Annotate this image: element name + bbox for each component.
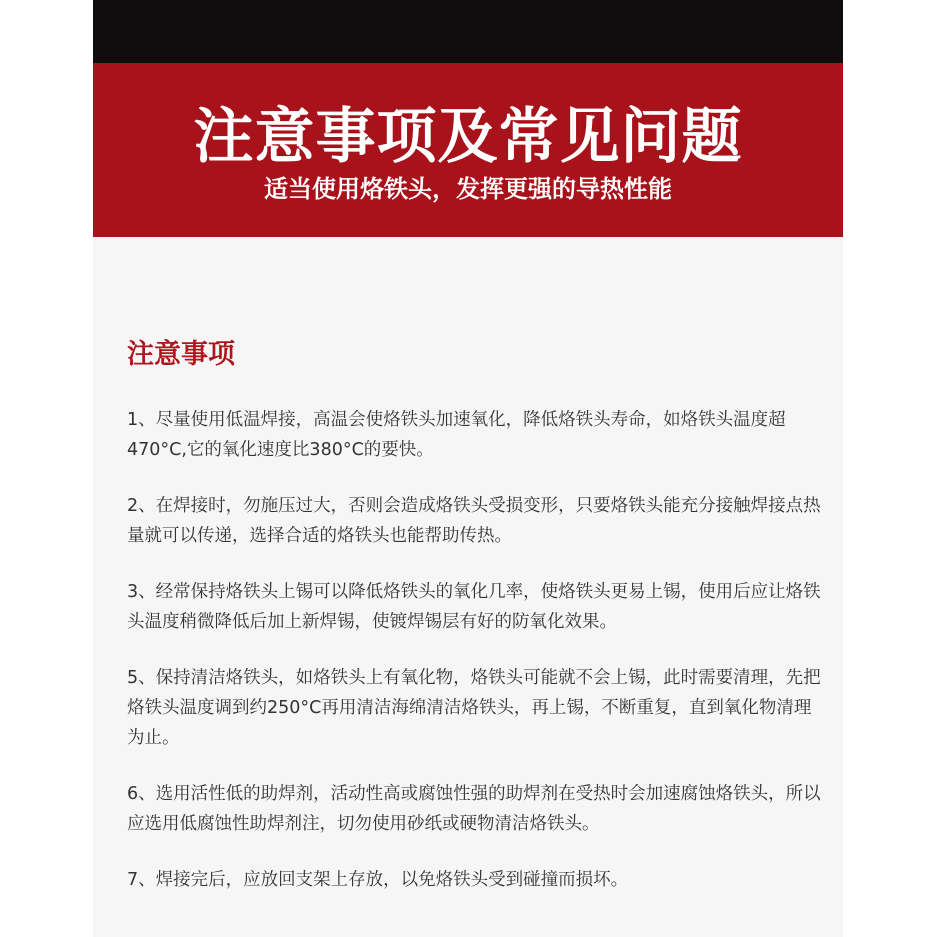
- document-page: [93, 0, 843, 937]
- note-item-7: 7、焊接完后，应放回支架上存放，以免烙铁头受到碰撞而损坏。: [127, 870, 629, 890]
- note-item-6: 6、选用活性低的助焊剂，活动性高或腐蚀性强的助焊剂在受热时会加速腐蚀烙铁头，所以应选用低腐蚀性助焊剂注，切勿使用砂纸或硬物清洁烙铁头。: [127, 784, 821, 834]
- note-item-2: 2、在焊接时，勿施压过大，否则会造成烙铁头受损变形，只要烙铁头能充分接触焊接点热量就可以传递，选择合适的烙铁头也能帮助传热。: [127, 496, 821, 546]
- top-dark-bar: [93, 0, 843, 63]
- banner-subtitle: 适当使用烙铁头，发挥更强的导热性能: [264, 175, 672, 203]
- note-item-3: 3、经常保持烙铁头上锡可以降低烙铁头的氧化几率，使烙铁头更易上锡，使用后应让烙铁头温度稍微降低后加上新焊锡，使镀焊锡层有好的防氧化效果。: [127, 582, 821, 632]
- header-banner: [93, 63, 843, 237]
- section-title: 注意事项: [127, 339, 235, 370]
- note-item-5: 5、保持清洁烙铁头，如烙铁头上有氧化物，烙铁头可能就不会上锡，此时需要清理，先把烙铁头温度调到约250°C再用清洁海绵清洁烙铁头，再上锡，不断重复，直到氧化物清理为止。: [127, 668, 821, 748]
- note-item-1: 1、尽量使用低温焊接，高温会使烙铁头加速氧化，降低烙铁头寿命，如烙铁头温度超470°C,它的氧化速度比380°C的要快。: [127, 410, 786, 460]
- notes-section: [127, 335, 827, 921]
- banner-title: 注意事项及常见问题: [193, 102, 743, 172]
